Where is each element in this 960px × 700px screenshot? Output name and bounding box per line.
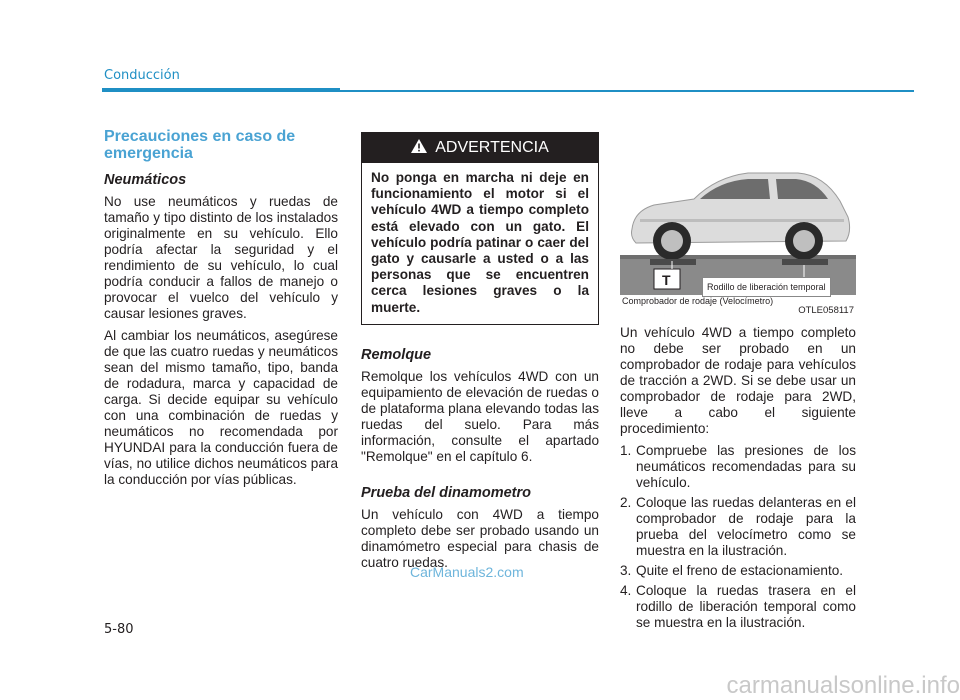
procedure-list <box>620 443 856 631</box>
site-watermark: carmanualsonline.info <box>726 672 960 699</box>
warning-box <box>361 132 599 325</box>
column-1 <box>104 128 338 494</box>
paragraph-tires-1: No use neumáticos y ruedas de tamaño y tipo distinto de los instalados originalmente en su vehículo. Ello podría afectar la seguridad y el rendimiento de su vehículo, lo cual podría conducir a fallos de manejo o provocar el vuelco del vehículo y causar lesiones graves. <box>104 194 338 321</box>
svg-text:T: T <box>662 272 671 288</box>
column-2 <box>361 132 599 577</box>
warning-triangle-icon <box>411 139 427 157</box>
watermark: CarManuals2.com <box>410 564 524 580</box>
subheading-dyno: Prueba del dinamometro <box>361 484 532 501</box>
list-item: 1. Compruebe las presiones de los neumáticos recomendadas para su vehículo. <box>620 443 856 490</box>
page-number: 5-80 <box>104 622 134 637</box>
subheading-tires: Neumáticos <box>104 172 187 188</box>
warning-title: ADVERTENCIA <box>435 139 549 156</box>
paragraph-tires-2: Al cambiar los neumáticos, asegúrese de que las cuatro ruedas y neumáticos sean del mismo tamaño, tipo, banda de rodadura, marca y capacidad de carga. Si decide equipar su vehículo con una combinación de ruedas y neumáticos no recomendada por HYUNDAI para la conducción fuera de vías, no utilice dichos neumáticos para la conducción por vías públicas. <box>104 328 338 487</box>
section-label: Conducción <box>104 68 180 83</box>
callout-roller: Rodillo de liberación temporal <box>702 277 831 297</box>
list-item: 2. Coloque las ruedas delanteras en el comprobador de rodaje para la prueba del velocímetro como se muestra en la ilustración. <box>620 495 856 558</box>
callout-tester: Comprobador de rodaje (Velocímetro) <box>622 296 774 306</box>
section-heading: Precauciones en caso de emergencia <box>104 128 296 162</box>
column-3 <box>620 131 856 635</box>
list-item: 3. Quite el freno de estacionamiento. <box>620 563 844 578</box>
paragraph-dyno: Un vehículo con 4WD a tiempo completo debe ser probado usando un dinamómetro especial para chasis de cuatro ruedas. <box>361 506 599 570</box>
header-rule-thin <box>340 90 914 92</box>
warning-text: No ponga en marcha ni deje en funcionamiento el motor si el vehículo 4WD a tiempo completo está elevado con un gato. El vehículo podría patinar o caer del gato y causarle a usted o a las personas que se encuentren cerca lesiones graves o la muerte. <box>371 170 589 315</box>
warning-header <box>362 133 598 163</box>
list-item: 4. Coloque la ruedas trasera en el rodillo de liberación temporal como se muestra en la ilustración. <box>620 583 856 630</box>
paragraph-towing: Remolque los vehículos 4WD con un equipamiento de elevación de ruedas o de plataforma plana elevando todas las ruedas del suelo. Para más información, consulte el apartado "Remolque" en el capítulo 6. <box>361 368 599 464</box>
header-rule-thick <box>102 88 340 92</box>
dyno-illustration <box>620 131 856 319</box>
figure-code: OTLE058117 <box>798 305 854 316</box>
paragraph-4wd-intro: Un vehículo 4WD a tiempo completo no debe ser probado en un comprobador de rodaje para vehículos de tracción a 2WD. Si se debe usar un comprobador de rodaje para 2WD, lleve a cabo el siguiente procedimiento: <box>620 325 856 436</box>
subheading-towing: Remolque <box>361 346 432 363</box>
